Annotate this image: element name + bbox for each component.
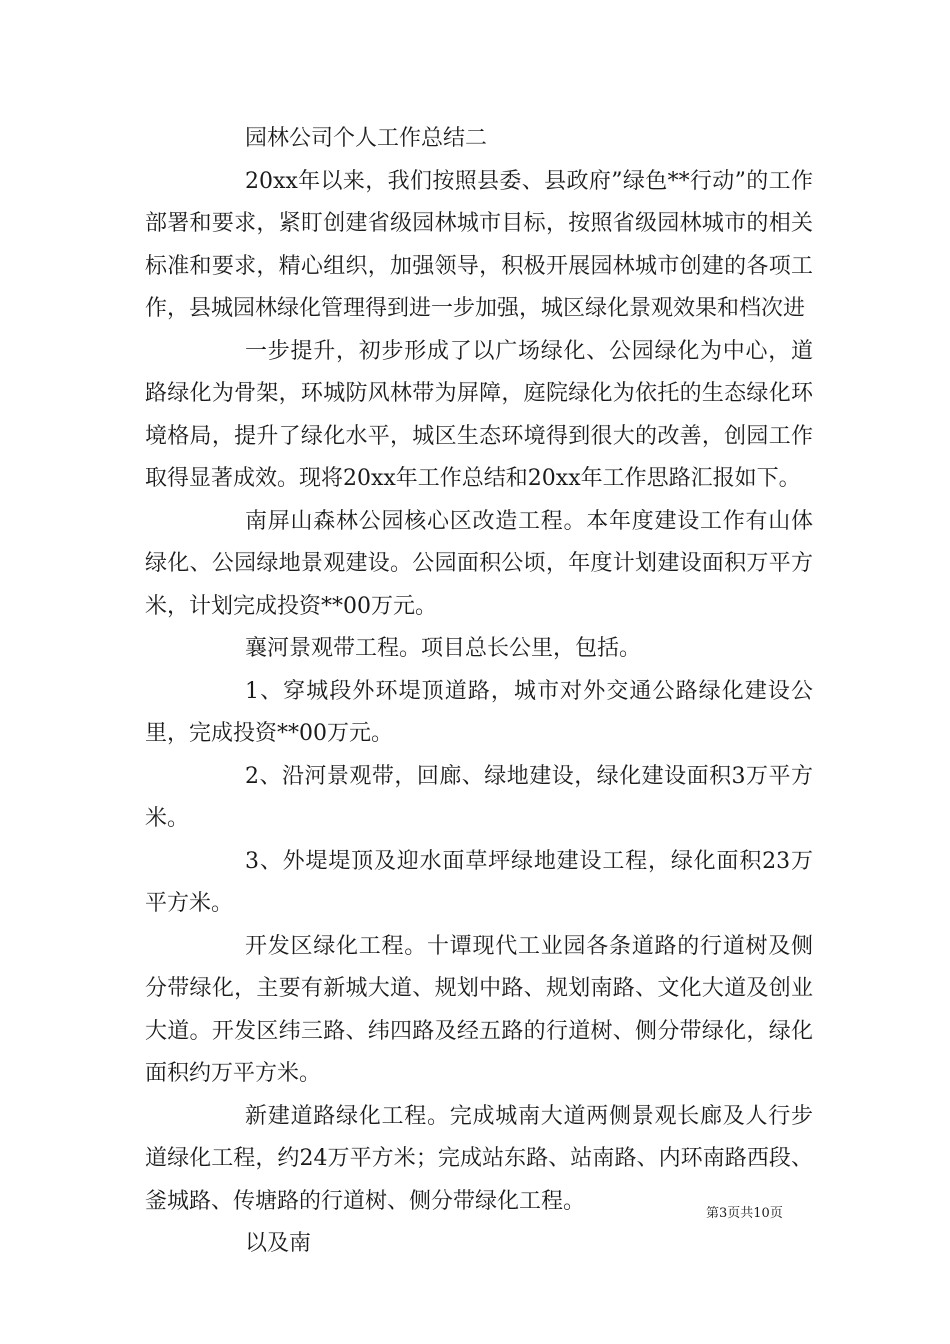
paragraph-item-2: 2、沿河景观带，回廊、绿地建设，绿化建设面积3万平方米。	[145, 763, 813, 831]
paragraph-new-roads: 新建道路绿化工程。完成城南大道两侧景观长廊及人行步道绿化工程，约24万平方米；完成站东路、站南路、内环南路西段、釜城路、传塘路的行道树、侧分带绿化工程。	[145, 1103, 813, 1214]
paragraph-development-zone: 开发区绿化工程。十谭现代工业园各条道路的行道树及侧分带绿化，主要有新城大道、规划中路、规划南路、文化大道及创业大道。开发区纬三路、纬四路及经五路的行道树、侧分带绿化，绿化面积约万平方米。	[145, 933, 813, 1086]
paragraph-overview: 一步提升，初步形成了以广场绿化、公园绿化为中心，道路绿化为骨架，环城防风林带为屏障，庭院绿化为依托的生态绿化环境格局，提升了绿化水平，城区生态环境得到很大的改善，创园工作取得显著成效。现将20xx年工作总结和20xx年工作思路汇报如下。	[145, 338, 813, 491]
document-body	[145, 118, 813, 1266]
paragraph-item-3: 3、外堤堤顶及迎水面草坪绿地建设工程，绿化面积23万平方米。	[145, 848, 813, 916]
document-title: 园林公司个人工作总结二	[245, 126, 488, 151]
paragraph-intro: 20xx年以来，我们按照县委、县政府”绿色**行动”的工作部署和要求，紧盯创建省级园林城市目标，按照省级园林城市的相关标准和要求，精心组织，加强领导，积极开展园林城市创建的各项工作，县城园林绿化管理得到进一步加强，城区绿化景观效果和档次进	[145, 168, 813, 321]
page-number-footer: 第3页共10页	[706, 1206, 783, 1221]
paragraph-item-1: 1、穿城段外环堤顶道路，城市对外交通公路绿化建设公里，完成投资**00万元。	[145, 678, 813, 746]
paragraph-xianghe-landscape: 襄河景观带工程。项目总长公里，包括。	[245, 636, 642, 661]
paragraph-nanping-park: 南屏山森林公园核心区改造工程。本年度建设工作有山体绿化、公园绿地景观建设。公园面积公顷，年度计划建设面积万平方米，计划完成投资**00万元。	[145, 508, 813, 619]
paragraph-continued: 以及南	[245, 1231, 312, 1256]
